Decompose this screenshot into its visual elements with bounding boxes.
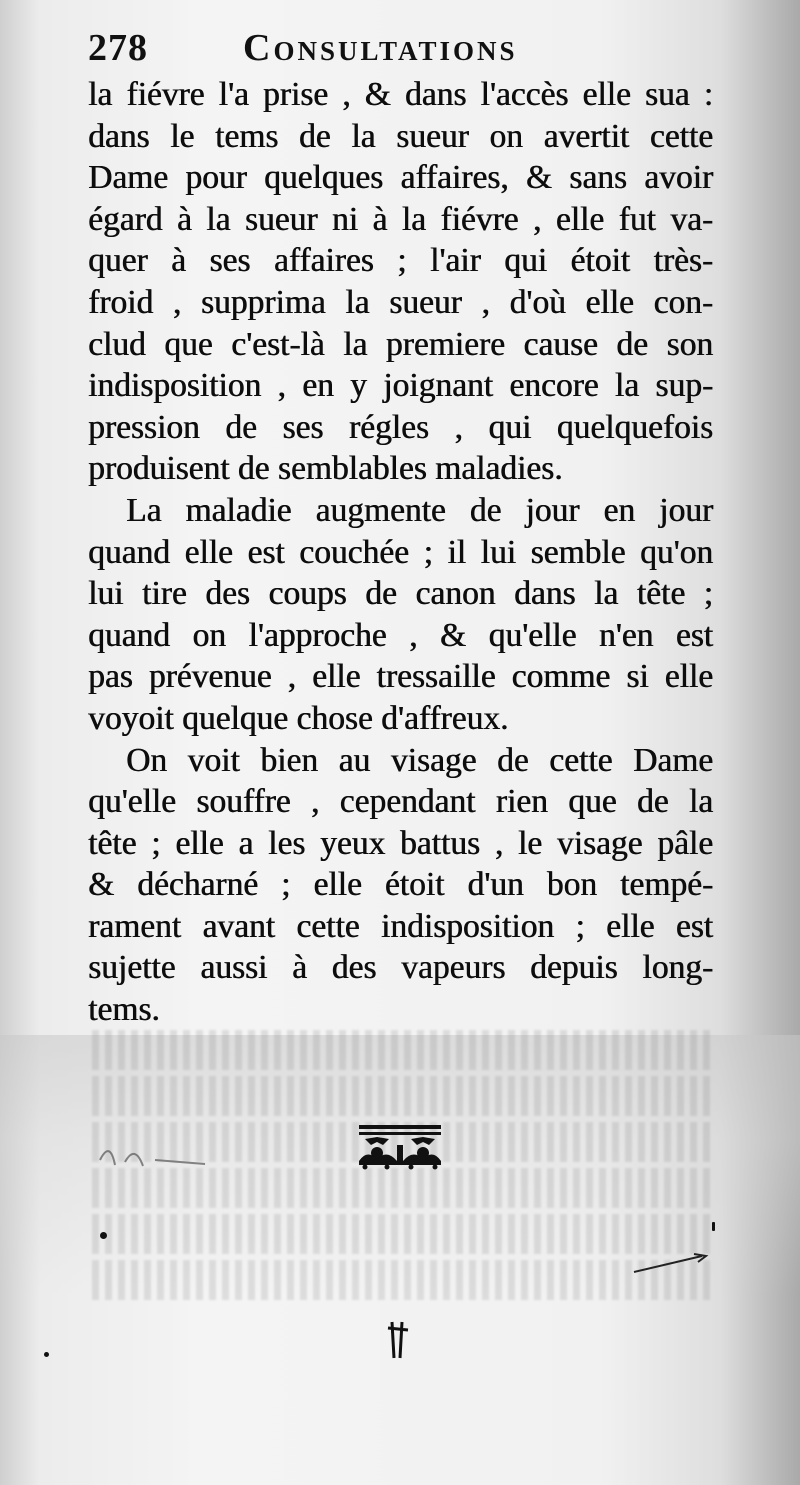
pencil-scribble (95, 1130, 215, 1180)
text-line: clud que c'est-là la premiere cause de son (88, 325, 713, 363)
text-line: pas prévenue , elle tressaille comme si elle (88, 658, 713, 696)
ink-speck (100, 1232, 107, 1239)
text-line: indisposition , en y joignant encore la sup- (88, 367, 713, 405)
paragraph-1 (88, 74, 713, 490)
text-line: froid , supprima la sueur , d'où elle con- (88, 283, 713, 321)
text-line: tems. (88, 991, 160, 1029)
text-line: Dame pour quelques affaires, & sans avoir (88, 159, 713, 197)
text-line: dans le tems de la sueur on avertit cette (88, 117, 713, 155)
text-line: lui tire des coups de canon dans la tête ; (88, 575, 713, 613)
text-line: quer à ses affaires ; l'air qui étoit très- (88, 242, 713, 280)
pencil-stroke (632, 1250, 712, 1280)
running-title: Consultations (243, 27, 518, 69)
text-line: tête ; elle a les yeux battus , le visage pâle (88, 824, 713, 862)
text-line: & décharné ; elle étoit d'un bon tempé- (88, 866, 713, 904)
ink-speck (44, 1352, 49, 1357)
text-line: rament avant cette indisposition ; elle est (88, 907, 713, 945)
text-line: pression de ses régles , qui quelquefois (88, 408, 713, 446)
text-line: produisent de semblables maladies. (88, 450, 563, 488)
paragraph-2 (88, 490, 713, 740)
page-number: 278 (88, 27, 148, 69)
ink-speck (712, 1222, 715, 1231)
text-line: la fiévre l'a prise , & dans l'accès elle sua : (88, 76, 713, 113)
text-line: égard à la sueur ni à la fiévre , elle fut va- (88, 200, 713, 238)
body-text (88, 74, 713, 1031)
page-header (88, 26, 708, 76)
text-line: quand on l'approche , & qu'elle n'en est (88, 616, 713, 654)
text-line: On voit bien au visage de cette Dame (126, 741, 713, 779)
paragraph-3 (88, 740, 713, 1031)
text-line: qu'elle souffre , cependant rien que de la (88, 783, 713, 821)
fleuron-ornament-icon (357, 1123, 443, 1171)
show-through-text (90, 1030, 710, 1330)
ink-mark (386, 1318, 410, 1362)
text-line: sujette aussi à des vapeurs depuis long- (88, 949, 713, 987)
text-line: quand elle est couchée ; il lui semble qu'on (88, 533, 713, 571)
text-line: voyoit quelque chose d'affreux. (88, 699, 509, 737)
text-line: La maladie augmente de jour en jour (126, 491, 713, 529)
